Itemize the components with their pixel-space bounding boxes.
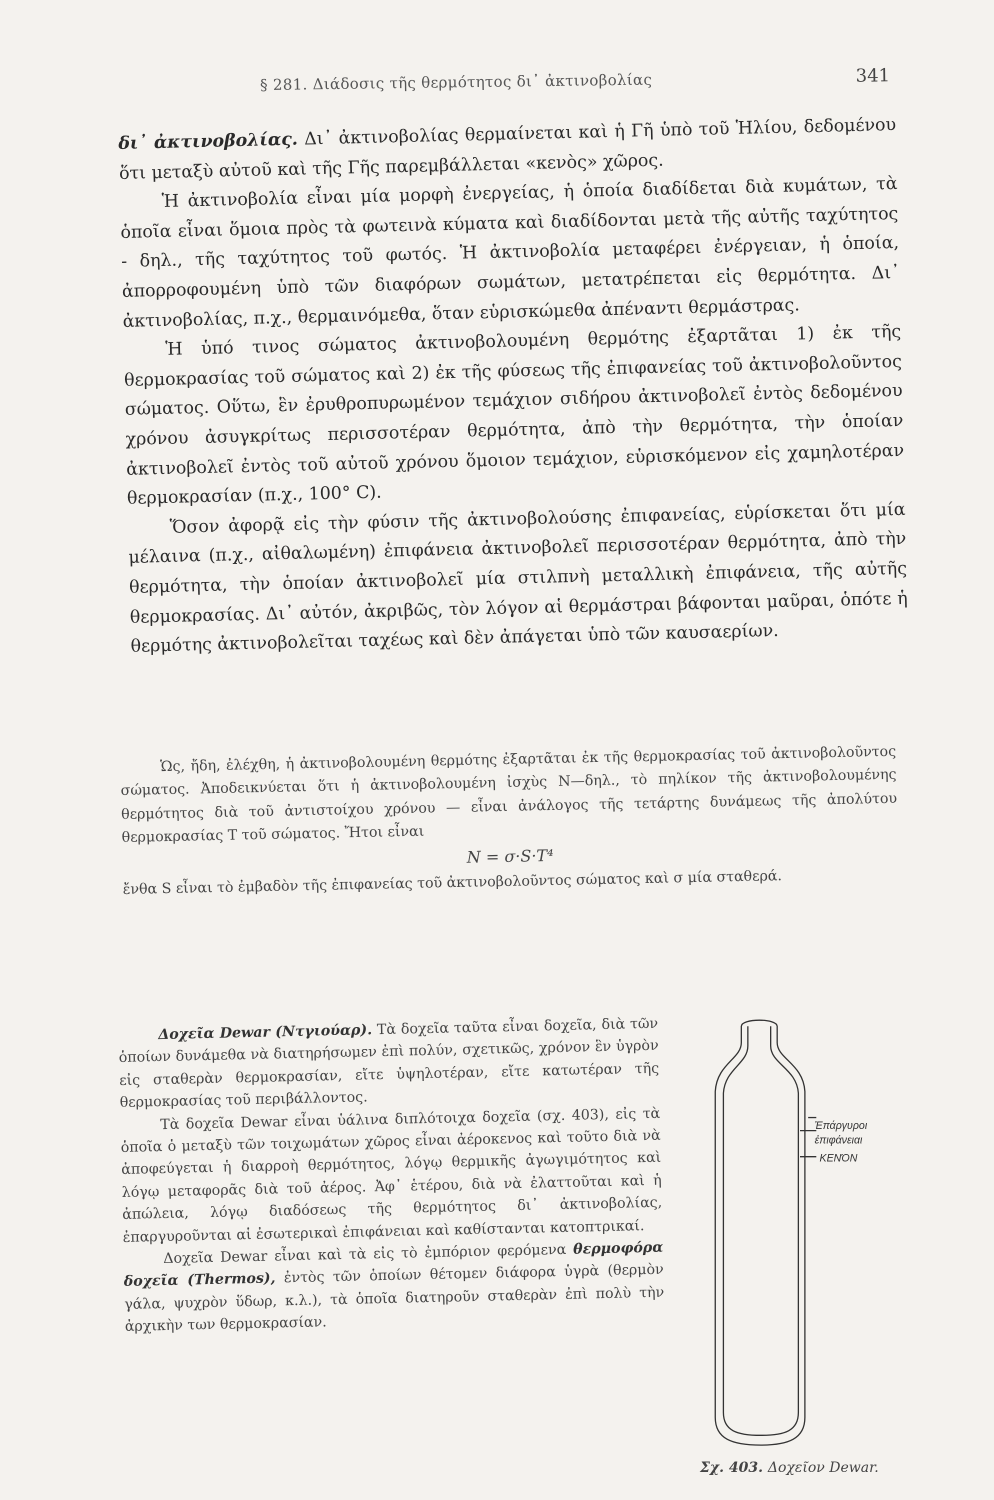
dewar-flask-figure — [690, 1010, 910, 1450]
running-header — [120, 67, 890, 108]
paragraph-text: Δι᾽ ἀκτινοβολίας θερμαίνεται καὶ ἡ Γῆ ὑπὸ τοῦ Ἡλίου, δεδομένου ὅτι μεταξὺ αὐτοῦ καὶ τῆς Γῆς παρεμβάλλεται «κενὸς» χῶρος. — [118, 114, 897, 184]
figure-title: Δοχεῖον Dewar. — [767, 1460, 879, 1476]
dewar-section — [118, 1013, 665, 1339]
figure-number: Σχ. 403. — [700, 1460, 768, 1476]
dewar-heading: Δοχεῖα Dewar (Ντγιούαρ). — [158, 1022, 373, 1044]
paragraph-surface-nature: Ὅσον ἀφορᾷ εἰς τὴν φύσιν τῆς ἀκτινοβολούσης ἐπιφανείας, εὑρίσκεται ὅτι μία μέλαινα (π.χ., αἰθαλωμένη) ἐπιφάνεια ἀκτινοβολεῖ περισσοτέραν θερμότητα, ἀπὸ τὴν θερμότητα, τὴν ὁποίαν ἀκτινοβολεῖ μία στιλπνὴ μεταλλικὴ ἐπιφάνεια, τῆς αὐτῆς θερμοκρασίας. Δι᾽ αὐτόν, ἀκριβῶς, τὸν λόγον αἱ θερμάστραι βάφονται μαῦραι, ὁπότε ἡ θερμότης ἀκτινοβολεῖται ταχέως καὶ δὲν ἀπάγεται ὑπὸ τῶν καυσαερίων. — [128, 499, 908, 657]
paragraph-formula-explain: ἔνθα S εἶναι τὸ ἐμβαδὸν τῆς ἐπιφανείας τοῦ ἀκτινοβολοῦντος σώματος καὶ σ μία σταθερά. — [122, 868, 783, 899]
paragraph-radiation-energy: Ἡ ἀκτινοβολία εἶναι μία μορφὴ ἐνεργείας, ἡ ὁποία διαδίδεται διὰ κυμάτων, τὰ ὁποῖα εἶναι ὅμοια πρὸς τὰ φωτεινὰ κύματα καὶ διαδίδονται μετὰ τῆς αὐτῆς ταχύτητος - δηλ., τῆς ταχύτητος τοῦ φωτός. Ἡ ἀκτινοβολία μεταφέρει ἐνέργειαν, ἡ ὁποία, ἀπορροφουμένη ὑπὸ τῶν διαφόρων σωμάτων, μετατρέπεται εἰς θερμότητα. Δι᾽ ἀκτινοβολίας, π.χ., θερμαινόμεθα, ὅταν εὑρισκώμεθα ἀπέναντι θερμάστρας. — [120, 174, 900, 332]
formula-stefan-boltzmann: N = σ·S·T⁴ — [466, 845, 554, 867]
paragraph-radiated-power: Ὡς, ἤδη, ἐλέχθη, ἡ ἀκτινοβολουμένη θερμότης ἐξαρτᾶται ἐκ τῆς θερμοκρασίας τοῦ ἀκτινοβολοῦντος σώματος. Ἀποδεικνύεται ὅτι ἡ ἀκτινοβολουμένη ἰσχὺς N—δηλ., τὸ πηλίκον τῆς ἀκτινοβολουμένης θερμότητος διὰ τοῦ ἀντιστοίχου χρόνου — εἶναι ἀνάλογος τῆς τετάρτης δυνάμεως τῆς ἀπολύτου θερμοκρασίας T τοῦ σώματος. Ἤτοι εἶναι — [120, 743, 898, 847]
small-print-section — [120, 741, 899, 903]
header-title: § 281. Διάδοσις τῆς θερμότητος δι᾽ ἀκτινοβολίας — [259, 70, 653, 95]
label-silvered-1: Ἐπάργυροι — [814, 1119, 868, 1132]
paragraph-lead: δι᾽ ἀκτινοβολίας. — [118, 129, 299, 154]
paragraph-text: Δοχεῖα Dewar εἶναι καὶ τὰ εἰς τὸ ἐμπόριον φερόμενα — [163, 1241, 574, 1268]
label-silvered-2: ἐπιφάνειαι — [814, 1134, 863, 1147]
page-number: 341 — [855, 65, 891, 87]
label-vacuum: ΚΕΝΌΝ — [819, 1152, 858, 1165]
paragraph-dewar-intro — [118, 1013, 660, 1115]
paragraph-text: ἐντὸς τῶν ὁποίων θέτομεν διάφορα ὑγρὰ (θερμὸν γάλα, ψυχρὸν ὕδωρ, κ.λ.), τὰ ὁποῖα διατηροῦν σταθερὰν ἐπὶ πολὺ τὴν ἀρχικὴν των θερμοκρασίαν. — [124, 1262, 665, 1336]
flask-inner-wall — [723, 1026, 798, 1435]
paragraph-dewar-construction: Τὰ δοχεῖα Dewar εἶναι ὑάλινα διπλότοιχα δοχεῖα (σχ. 403), εἰς τὰ ὁποῖα ὁ μεταξὺ τῶν τοιχωμάτων χῶρος εἶναι ἀέροκενος καὶ τοῦτο διὰ νὰ ἀποφεύγεται ἡ διαρροὴ θερμότητος, λόγῳ θερμικῆς ἀγωγιμότητος καὶ λόγῳ μεταφορᾶς διὰ τοῦ ἀέρος. Ἀφ᾽ ἑτέρου, διὰ νὰ ἐλαττοῦται καὶ ἡ ἀπώλεια, λόγῳ διαδόσεως τῆς θερμότητος δι᾽ ἀκτινοβολίας, ἐπαργυροῦνται αἱ ἐσωτερικαὶ ἐπιφάνειαι καὶ καθίστανται κατοπτρικαί. — [120, 1105, 663, 1246]
paragraph-text: Τὰ δοχεῖα ταῦτα εἶναι δοχεῖα, διὰ τῶν ὁποίων δυνάμεθα νὰ διατηρήσωμεν ἐπὶ πολύν, σχετικῶς, χρόνον ἓν ὑγρὸν εἰς σταθερὰν θερμοκρασίαν, εἴτε ὑψηλοτέραν, εἴτε κατωτέραν τῆς θερμοκρασίας τοῦ περιβάλλοντος. — [118, 1015, 660, 1112]
flask-outer-wall — [715, 1020, 805, 1445]
main-text — [118, 111, 909, 663]
paragraph-radiated-heat: Ἡ ὑπό τινος σώματος ἀκτινοβολουμένη θερμότης ἐξαρτᾶται 1) ἐκ τῆς θερμοκρασίας τοῦ σώματος καὶ 2) ἐκ τῆς φύσεως τῆς ἐπιφανείας τοῦ ἀκτινοβολοῦντος σώματος. Οὕτω, ἓν ἐρυθροπυρωμένον τεμάχιον σιδήρου ἀκτινοβολεῖ ἐντὸς δεδομένου χρόνου ἀσυγκρίτως περισσοτέραν θερμότητα, ἀπὸ τὴν θερμότητα, τὴν ὁποίαν ἀκτινοβολεῖ ἐντὸς τοῦ αὐτοῦ χρόνου ὅμοιον τεμάχιον, εὑρισκόμενον εἰς χαμηλοτέραν θερμοκρασίαν (π.χ., 100° C). — [123, 322, 905, 510]
thermos-term: θερμοφόρα δοχεῖα (Thermos), — [123, 1239, 664, 1291]
paragraph-thermos — [123, 1237, 665, 1339]
figure-caption — [700, 1458, 879, 1478]
